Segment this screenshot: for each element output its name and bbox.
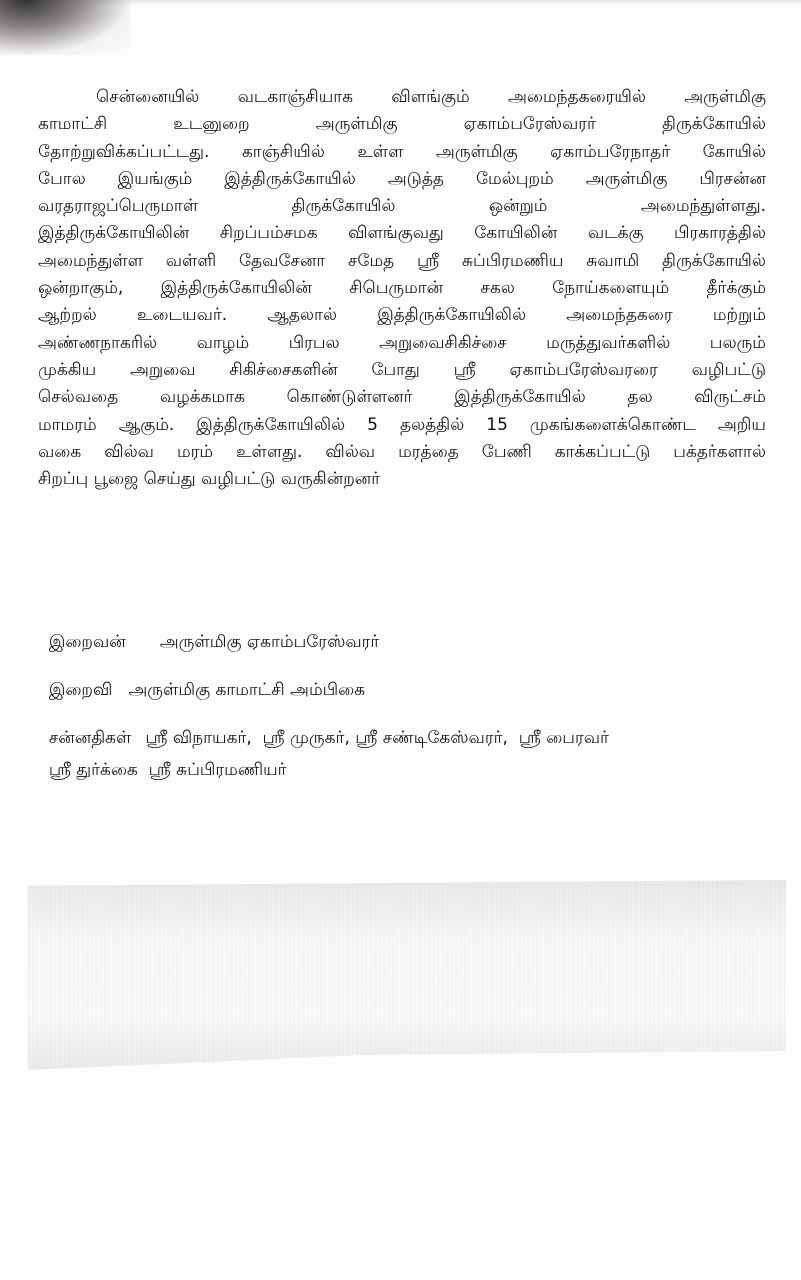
- paragraph-line: ஆற்றல் உடையவர். ஆதலால் இத்திருக்கோயிலில் அமைந்தகரை மற்றும்: [38, 305, 766, 326]
- deity-label: இறைவன்: [48, 632, 126, 652]
- deity-value: அருள்மிகு ஏகாம்பரேஸ்வரர்: [159, 632, 380, 652]
- scan-artifact-block: [28, 880, 786, 1070]
- temple-description: [38, 84, 766, 493]
- paragraph-line: போல இயங்கும் இத்திருக்கோயில் அடுத்த மேல்புறம் அருள்மிகு பிரசன்ன: [38, 168, 766, 189]
- paragraph-line: அமைந்துள்ள வள்ளி தேவசேனா சமேத ஸ்ரீ சுப்பிரமணிய சுவாமி திருக்கோயில்: [38, 250, 766, 271]
- paragraph-line: இத்திருக்கோயிலின் சிறப்பம்சமக விளங்குவது கோயிலின் வடக்கு பிரகாரத்தில்: [38, 223, 766, 244]
- shrines-list-line2: ஸ்ரீ துர்க்கை ஸ்ரீ சுப்பிரமணியர்: [48, 760, 287, 780]
- shrines-list-line1: ஸ்ரீ விநாயகர், ஸ்ரீ முருகர், ஸ்ரீ சண்டிகேஸ்வரர், ஸ்ரீ பைரவர்: [145, 728, 609, 748]
- paragraph-line: காமாட்சி உடனுறை அருள்மிகு ஏகாம்பரேஸ்வரர் திருக்கோயில்: [38, 114, 766, 135]
- paragraph-line: அண்ணநாகரில் வாழம் பிரபல அறுவைசிகிச்சை மருத்துவர்களில் பலரும்: [38, 332, 766, 353]
- shrines-label: சன்னதிகள்: [48, 728, 132, 748]
- paragraph-line: மாமரம் ஆகும். இத்திருக்கோயிலில் 5 தலத்தில் 15 முகங்களைக்கொண்ட அறிய: [38, 414, 766, 435]
- paragraph-line: செல்வதை வழக்கமாக கொண்டுள்ளனர் இத்திருக்கோயில் தல விருட்சம்: [38, 387, 766, 408]
- paragraph-line: சிறப்பு பூஜை செய்து வழிபட்டு வருகின்றனர்: [38, 469, 381, 490]
- consort-value: அருள்மிகு காமாட்சி அம்பிகை: [128, 680, 366, 700]
- consort-label: இறைவி: [48, 680, 113, 700]
- shrines-continuation: [38, 740, 287, 782]
- description-paragraph: [38, 84, 766, 493]
- scan-shadow-corner: [0, 0, 130, 55]
- paragraph-line: தோற்றுவிக்கப்பட்டது. காஞ்சியில் உள்ள அருள்மிகு ஏகாம்பரேநாதர் கோயில்: [38, 141, 766, 162]
- consort-entry: [38, 660, 365, 702]
- paragraph-line: வரதராஜப்பெருமாள் திருக்கோயில் ஒன்றும் அமைந்துள்ளது.: [38, 196, 766, 217]
- paragraph-line: சென்னையில் வடகாஞ்சியாக விளங்கும் அமைந்தகரையில் அருள்மிகு: [96, 87, 766, 107]
- paragraph-line: வகை வில்வ மரம் உள்ளது. வில்வ மரத்தை பேணி காக்கப்பட்டு பக்தர்களால்: [38, 441, 766, 462]
- paragraph-line: முக்கிய அறுவை சிகிச்சைகளின் போது ஸ்ரீ ஏகாம்பரேஸ்வரரை வழிபட்டு: [38, 359, 766, 380]
- paragraph-line: ஒன்றாகும், இத்திருக்கோயிலின் சிபெருமான் சகல நோய்களையும் தீர்க்கும்: [38, 278, 766, 299]
- deity-entry: [38, 612, 379, 654]
